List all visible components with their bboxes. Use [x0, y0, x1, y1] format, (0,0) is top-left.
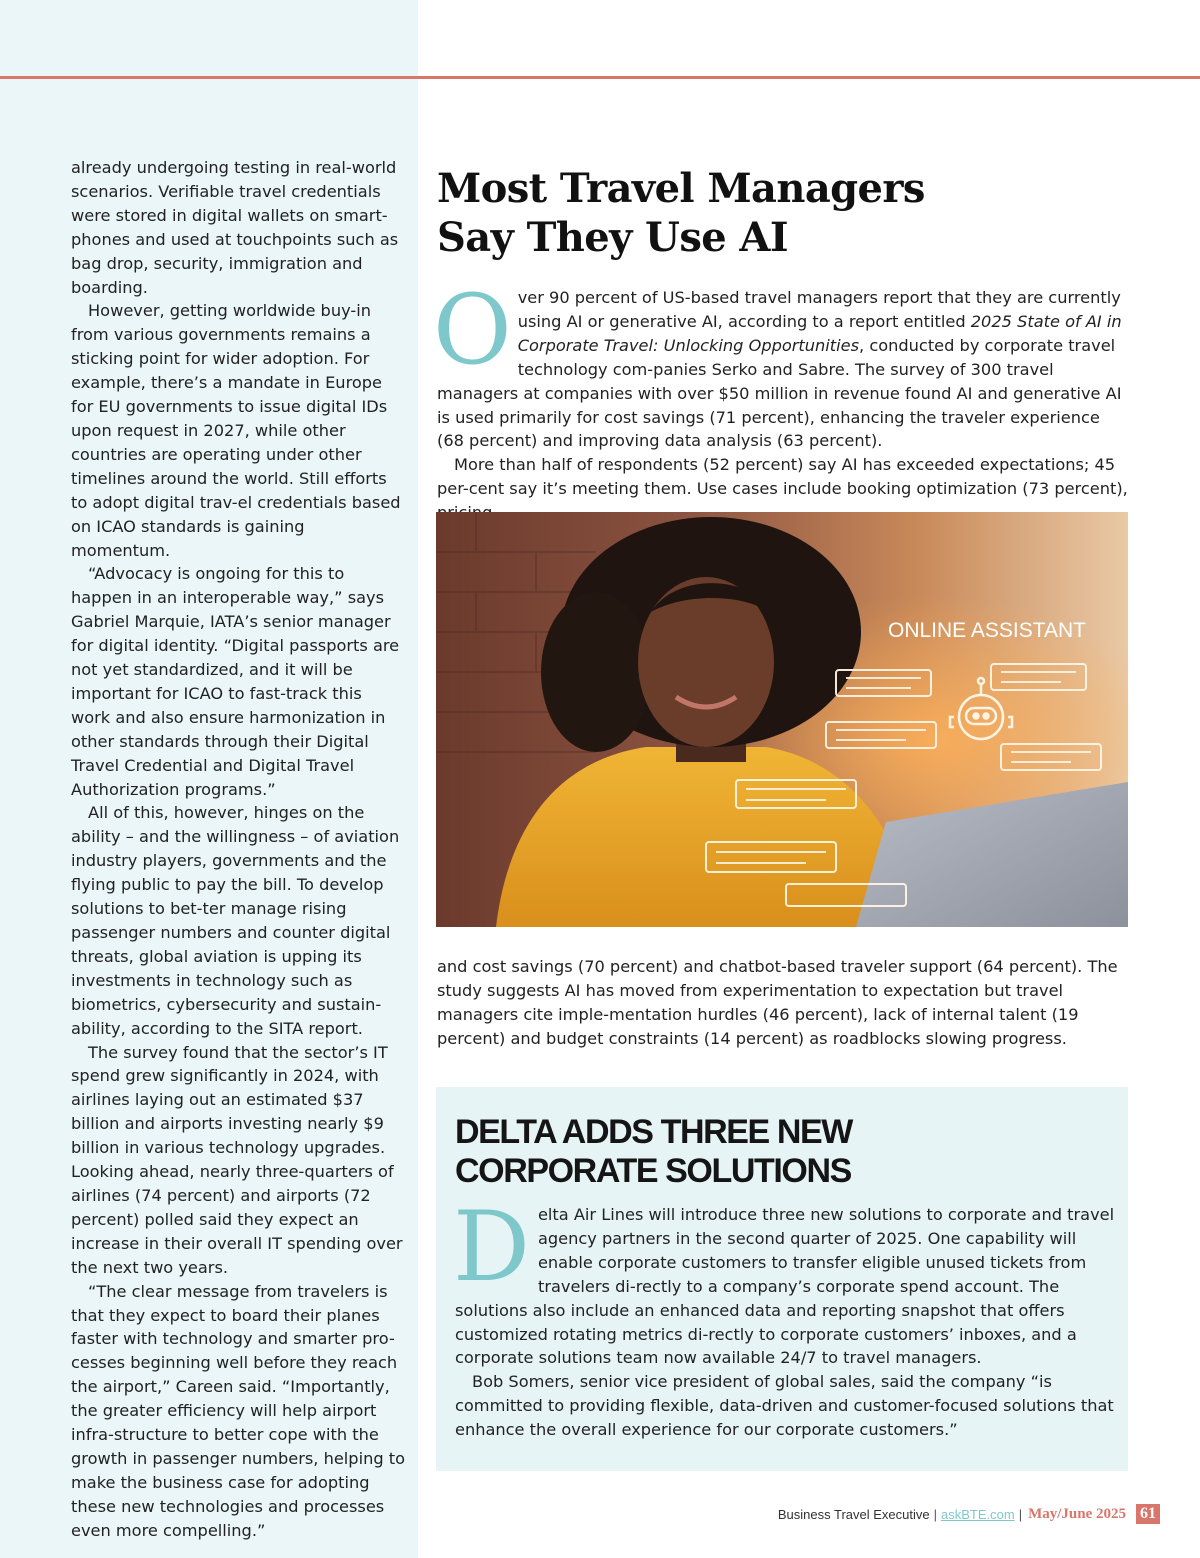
- page-footer: [778, 1503, 1160, 1525]
- main-article-continued: [437, 955, 1131, 1051]
- left-paragraph: However, getting worldwide buy-in from various governments remains a sticking point for wider adoption. For example, there’s a mandate in Europe for EU governments to issue digital IDs upon request in 2027, while other countries are operating under other timelines around the world. Still efforts to adopt digital trav-el credentials based on ICAO standards is gaining momentum.: [71, 301, 401, 560]
- left-paragraph: “The clear message from travelers is that they expect to board their planes faster with technology and smarter pro-cesses beginning well before they reach the airport,” Careen said. “Importantly, the greater efficiency will help airport infra-structure to better cope with the growth in passenger numbers, helping to make the business case for adopting these new technologies and processes even more compelling.”: [71, 1281, 406, 1540]
- main-article-header: [437, 164, 1131, 262]
- header-rule: [0, 76, 1200, 79]
- page-number: 61: [1136, 1504, 1160, 1524]
- sidebar-title-line-1: DELTA ADDS THREE NEW: [455, 1113, 852, 1151]
- website-link[interactable]: askBTE.com: [941, 1506, 1015, 1522]
- sidebar-title-line-2: CORPORATE SOLUTIONS: [455, 1152, 851, 1190]
- drop-cap: D: [453, 1191, 530, 1303]
- article-paragraph: and cost savings (70 percent) and chatbot-based traveler support (64 percent). The study suggests AI has moved from experimentation to expectation but travel managers cite imple-mentation hurdles (46 percent), lack of internal talent (19 percent) and budget constraints (14 percent) as roadblocks slowing progress.: [437, 957, 1118, 1048]
- main-article-intro: [433, 274, 1131, 525]
- sidebar-paragraph: [453, 1191, 1115, 1370]
- report-title: 2025 State of AI in Corporate Travel: Unlocking Opportunities: [517, 311, 1122, 355]
- footer-separator: |: [1018, 1506, 1023, 1522]
- delta-sidebar: [436, 1087, 1128, 1471]
- footer-separator: |: [933, 1506, 937, 1522]
- left-paragraph: “Advocacy is ongoing for this to happen in an interoperable way,” says Gabriel Marquie, IATA’s senior manager for digital identity. “Digital passports are not yet standardized, and it will be important for ICAO to fast-track this work and also ensure harmonization in other standards through their Digital Travel Credential and Digital Travel Authorization programs.”: [71, 564, 400, 799]
- article-paragraph: [433, 274, 1131, 453]
- photo-illustration: [436, 512, 1128, 927]
- article-text: , conducted by corporate travel technology com-panies Serko and Sabre. The survey of 300 travel managers at companies with over $50 million in revenue found AI and generative AI is used primarily for cost savings (71 percent), enhancing the traveler experience (68 percent) and improving data analysis (63 percent).: [437, 335, 1122, 451]
- article-paragraph: More than half of respondents (52 percent) say AI has exceeded expectations; 45 per-cent say it’s meeting them. Use cases include booking optimization (73 percent),: [437, 455, 1128, 499]
- publication-name: Business Travel Executive: [777, 1506, 930, 1522]
- drop-cap: O: [433, 274, 512, 386]
- sidebar-body: [453, 1191, 1115, 1442]
- article-photo: [436, 512, 1128, 927]
- sidebar-text: elta Air Lines will introduce three new solutions to corporate and travel agency partners in the second quarter of 2025. One capability will enable corporate customers to transfer eligible unused tickets from travelers di-rectly to a company’s corporate spend account. The solutions also include an enhanced data and reporting snapshot that offers customized rotating metrics di-rectly to corporate customers’ inboxes, and a corporate solutions team now available 24/7 to travel managers.: [455, 1205, 1115, 1368]
- sidebar-paragraph: Bob Somers, senior vice president of global sales, said the company “is committed to providing flexible, data-driven and customer-focused solutions that enhance the overall experience for our corporate customers.”: [455, 1372, 1114, 1440]
- headline-line-1: Most Travel Managers: [437, 165, 925, 212]
- left-paragraph: already undergoing testing in real-world scenarios. Verifiable travel credentials were stored in digital wallets on smart-phones and used at touchpoints such as bag drop, security, immigration and boarding.: [71, 158, 399, 297]
- left-paragraph: All of this, however, hinges on the ability – and the willingness – of aviation industry players, governments and the flying public to pay the bill. To develop solutions to bet-ter manage rising passenger numbers and counter digital threats, global aviation is upping its investments in technology such as biometrics, cybersecurity and sustain-ability, according to the SITA report.: [71, 803, 400, 1038]
- article-headline: [437, 164, 1131, 262]
- article-text: ver 90 percent of US-based travel managers report that they are currently using AI or generative AI, according to a report entitled: [517, 288, 1121, 331]
- headline-line-2: Say They Use AI: [437, 214, 788, 261]
- online-assistant-label: ONLINE ASSISTANT: [888, 619, 1086, 642]
- issue-date: May/June 2025: [1028, 1505, 1126, 1522]
- left-paragraph: The survey found that the sector’s IT spend grew significantly in 2024, with airlines laying out an estimated $37 billion and airports investing nearly $9 billion in various technology upgrades. Looking ahead, nearly three-quarters of airlines (74 percent) and airports (72 percent) polled said they expect an increase in their overall IT spending over the next two years.: [71, 1042, 403, 1277]
- left-column-text: [71, 156, 405, 1543]
- sidebar-title: [455, 1113, 852, 1191]
